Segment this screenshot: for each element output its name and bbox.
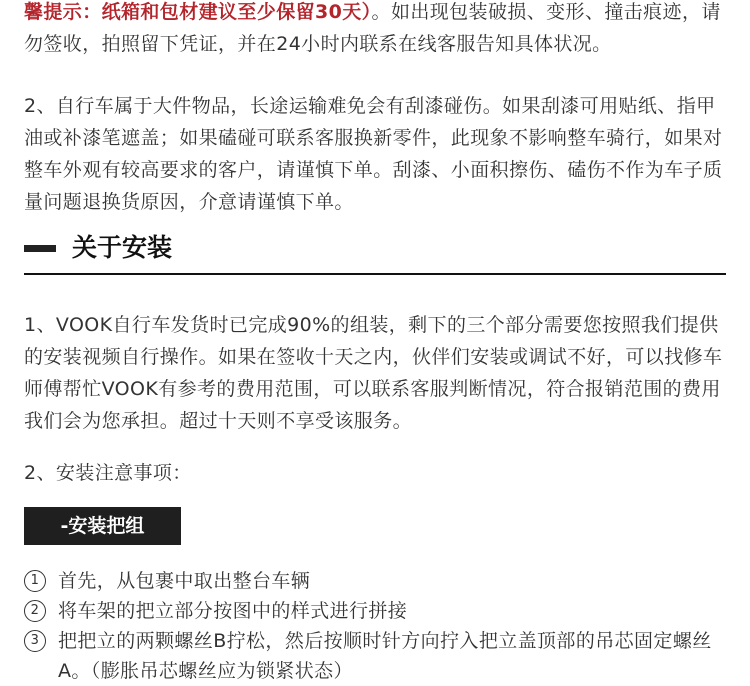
step-text: 首先，从包裹中取出整台车辆 xyxy=(58,570,311,592)
section-divider xyxy=(24,273,726,275)
list-item xyxy=(24,596,726,626)
step-text: 把把立的两颗螺丝B拧松，然后按顺时针方向拧入把立盖顶部的吊芯固定螺丝A。（膨胀吊芯螺丝应为锁紧状态） xyxy=(58,630,712,682)
section-title: 关于安装 xyxy=(72,233,173,262)
circled-number-icon: 3 xyxy=(24,630,46,652)
install-notes-heading: 2、安装注意事项： xyxy=(24,462,192,484)
notice-body-text: 。如出现包装破损、变形、撞击痕迹，请勿签收，拍照留下凭证，并在24小时内联系在线客服告知具体状况。 xyxy=(24,1,721,55)
notice-highlight-text: 馨提示：纸箱和包材建议至少保留30天） xyxy=(24,1,372,23)
install-steps-list xyxy=(24,566,726,686)
list-item xyxy=(24,626,726,686)
bike-scratch-paragraph: 2、自行车属于大件物品，长途运输难免会有刮漆碰伤。如果刮漆可用贴纸、指甲油或补漆笔遮盖；如果磕碰可联系客服换新零件，此现象不影响整车骑行，如果对整车外观有较高要求的客户，请谨慎下单。刮漆、小面积擦伤、磕伤不作为车子质量问题退换货原因，介意请谨慎下单。 xyxy=(24,95,723,213)
package-notice-paragraph xyxy=(24,0,726,60)
circled-number-icon: 1 xyxy=(24,570,46,592)
install-info-paragraph: 1、VOOK自行车发货时已完成90%的组装，剩下的三个部分需要您按照我们提供的安装视频自行操作。如果在签收十天之内，伙伴们安装或调试不好，可以找修车师傅帮忙VOOK有参考的费用范围，可以联系客服判断情况，符合报销范围的费用我们会为您承担。超过十天则不享受该服务。 xyxy=(24,314,723,432)
install-handlebar-tag: -安装把组 xyxy=(24,507,181,545)
list-item xyxy=(24,566,726,596)
step-text: 将车架的把立部分按图中的样式进行拼接 xyxy=(58,600,408,622)
section-bar-icon xyxy=(24,245,56,252)
install-section-header xyxy=(24,228,726,274)
circled-number-icon: 2 xyxy=(24,600,46,622)
